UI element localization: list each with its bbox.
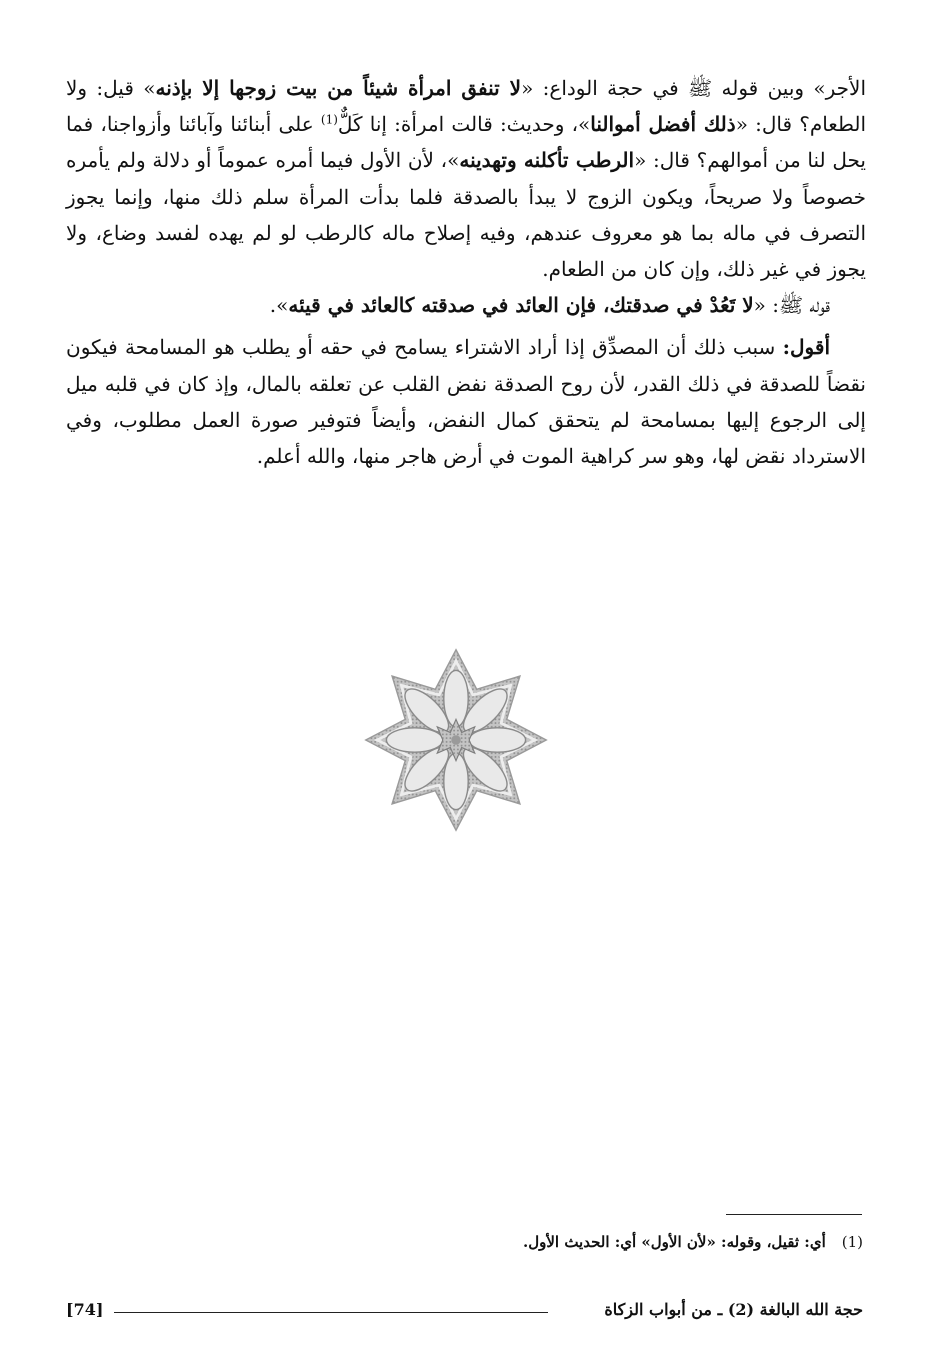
text-run: سبب ذلك أن المصدِّق إذا أراد الاشتراء يسامح في حقه أو يطلب هو المسامحة فيكون نقضاً للصدقة في ذلك القدر، لأن روح الصدقة نفض القلب عن تعلقه بالمال، وإذ كان في قلبه ميل إلى الرجوع إليها بمسامحة لم يتحقق كمال النفض، وأيضاً فتوفير صورة العمل مطلوب، وفي الاسترداد نقض لها، وهو سر كراهية الموت في أرض هاجر منها، والله أعلم. bbox=[66, 335, 866, 469]
text-run: قوله ﷺ: « bbox=[753, 293, 830, 318]
page-number: [74] bbox=[66, 1300, 104, 1319]
footnote-number: (1) bbox=[841, 1233, 863, 1251]
text-run: ». bbox=[269, 293, 289, 318]
text-run: »، وحديث: قالت امرأة: إنا كَلٌّ bbox=[337, 112, 591, 137]
text-run: الأجر» وبين قوله ﷺ في حجة الوداع: « bbox=[521, 76, 866, 100]
main-text bbox=[66, 70, 866, 474]
footnote bbox=[83, 1233, 863, 1251]
footnote-separator bbox=[726, 1214, 862, 1215]
hadith-quote: ذلك أفضل أموالنا bbox=[590, 112, 736, 137]
paragraph-2 bbox=[66, 287, 866, 323]
footer-rule bbox=[114, 1312, 548, 1313]
commentary-lead: أقول: bbox=[782, 335, 831, 360]
paragraph-3 bbox=[66, 329, 866, 474]
eight-pointed-star-ornament bbox=[362, 646, 550, 834]
text-run: » قيل: ولا الطعام؟ قال: « bbox=[66, 76, 866, 137]
paragraph-1 bbox=[66, 70, 866, 287]
hadith-quote: لا تنفق امرأة شيئاً من بيت زوجها إلا بإذنه bbox=[155, 76, 522, 100]
footnote-reference[interactable]: (1) bbox=[320, 112, 338, 127]
text-run: على أبنائنا وآبائنا وأزواجنا، فما يحل لنا من أموالهم؟ قال: « bbox=[66, 112, 866, 173]
running-footer-title: حجة الله البالغة (2) ـ من أبواب الزكاة bbox=[604, 1300, 863, 1319]
footnote-text: أي: ثقيل، وقوله: «لأن الأول» أي: الحديث الأول. bbox=[523, 1233, 826, 1251]
page-footer bbox=[66, 1300, 863, 1326]
text-run: »، لأن الأول فيما أمره عموماً أو دلالة ولم يأمره خصوصاً ولا صريحاً، ويكون الزوج لا يبدأ بالصدقة فلما بدأت المرأة سلم ذلك منها، وإنما يجوز التصرف في ماله بما هو معروف عندهم، وفيه إصلاح ماله كالرطب لو لم يهده لفسد وضاع، ولا يجوز في غير ذلك، وإن كان من الطعام. bbox=[66, 148, 866, 282]
hadith-quote: لا تَعُدْ في صدقتك، فإن العائد في صدقته كالعائد في قيئه bbox=[288, 293, 754, 318]
hadith-quote: الرطب تأكلنه وتهدينه bbox=[459, 148, 635, 173]
